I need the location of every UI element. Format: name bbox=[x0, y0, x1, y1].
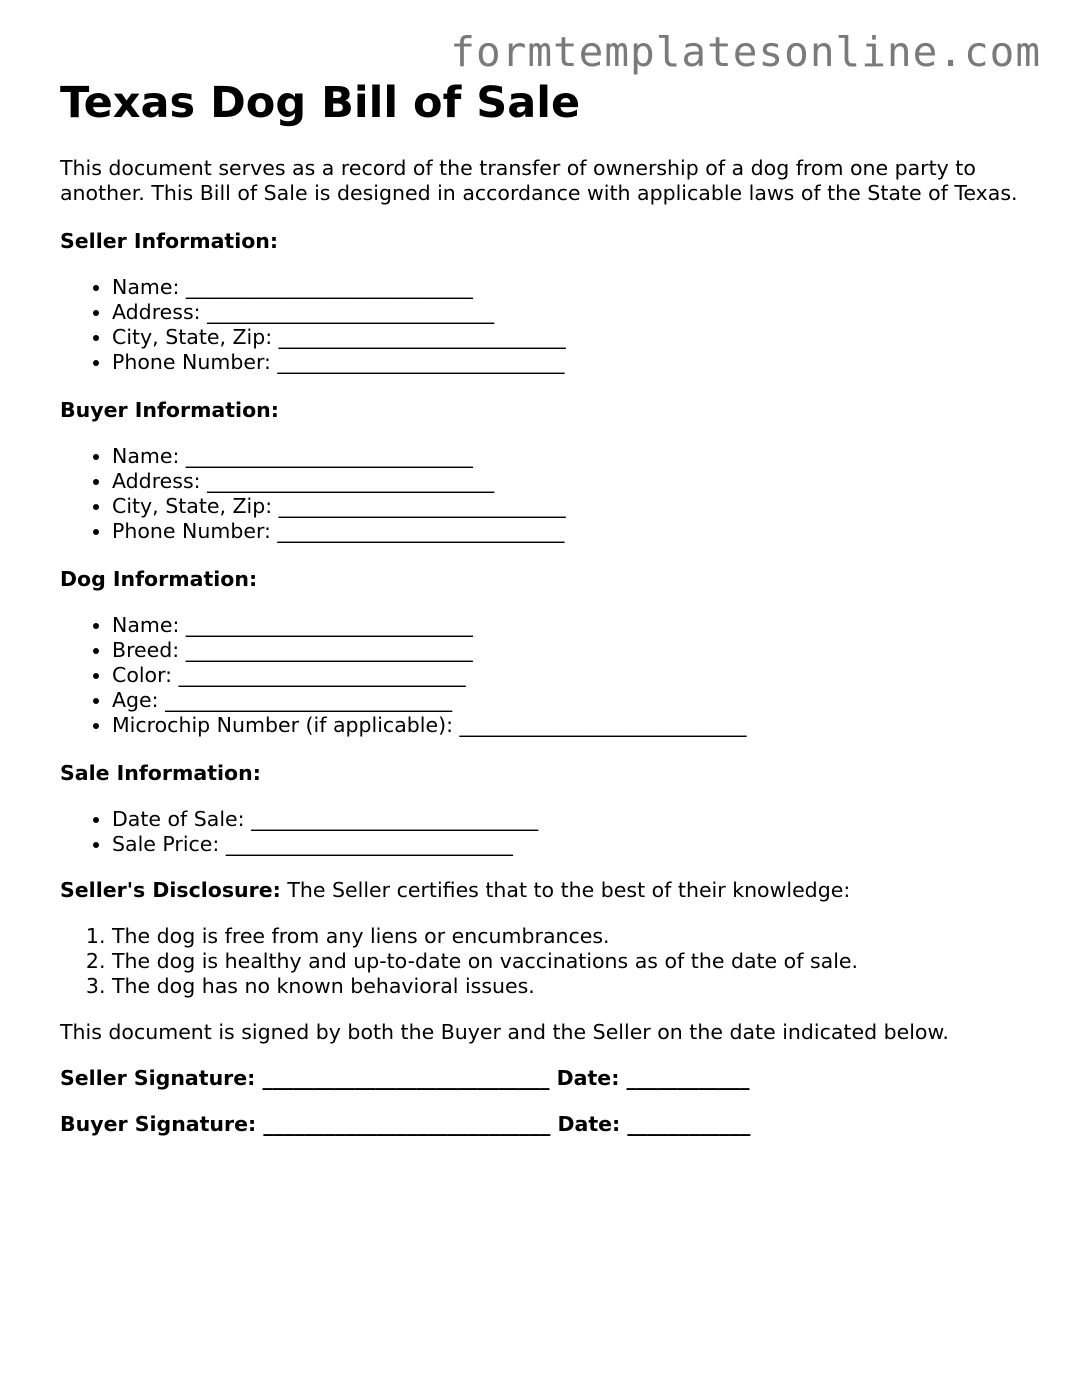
intro-paragraph: This document serves as a record of the transfer of ownership of a dog from one party to another. This Bill of Sale is designed in accordance with applicable laws of the State of Texas. bbox=[60, 156, 1018, 205]
disclosure-paragraph bbox=[60, 878, 1020, 903]
seller-city-field: • City, State, Zip: ____________________________ bbox=[112, 325, 1020, 350]
seller-name-field: • Name: ____________________________ bbox=[112, 275, 1020, 300]
dog-age-field: • Age: ____________________________ bbox=[112, 688, 1020, 713]
disclosure-item: 3. The dog has no known behavioral issues. bbox=[112, 974, 1020, 999]
sale-fields bbox=[60, 807, 1020, 857]
buyer-name-field: • Name: ____________________________ bbox=[112, 444, 1020, 469]
disclosure-item: 1. The dog is free from any liens or encumbrances. bbox=[112, 924, 1020, 949]
dog-microchip-field: • Microchip Number (if applicable): ____________________________ bbox=[112, 713, 1020, 738]
watermark: formtemplatesonline.com bbox=[450, 28, 1041, 76]
sale-price-field: • Sale Price: ____________________________ bbox=[112, 832, 1020, 857]
buyer-phone-field: • Phone Number: ____________________________ bbox=[112, 519, 1020, 544]
seller-heading: Seller Information: bbox=[60, 229, 279, 253]
dog-name-field: • Name: ____________________________ bbox=[112, 613, 1020, 638]
buyer-city-field: • City, State, Zip: ____________________________ bbox=[112, 494, 1020, 519]
buyer-heading: Buyer Information: bbox=[60, 398, 279, 422]
disclosure-list bbox=[60, 924, 1020, 999]
dog-breed-field: • Breed: ____________________________ bbox=[112, 638, 1020, 663]
disclosure-item: 2. The dog is healthy and up-to-date on vaccinations as of the date of sale. bbox=[112, 949, 1020, 974]
dog-fields bbox=[60, 613, 1020, 738]
buyer-address-field: • Address: ____________________________ bbox=[112, 469, 1020, 494]
sale-heading: Sale Information: bbox=[60, 761, 261, 785]
sale-date-field: • Date of Sale: ____________________________ bbox=[112, 807, 1020, 832]
disclosure-label: Seller's Disclosure: bbox=[60, 878, 281, 902]
seller-phone-field: • Phone Number: ____________________________ bbox=[112, 350, 1020, 375]
buyer-signature-line: Buyer Signature: ____________________________ Date: ____________ bbox=[60, 1112, 751, 1136]
page-title: Texas Dog Bill of Sale bbox=[60, 78, 581, 128]
dog-heading: Dog Information: bbox=[60, 567, 258, 591]
document-page bbox=[60, 78, 1020, 1137]
buyer-fields bbox=[60, 444, 1020, 544]
seller-signature-line: Seller Signature: ____________________________ Date: ____________ bbox=[60, 1066, 750, 1090]
seller-address-field: • Address: ____________________________ bbox=[112, 300, 1020, 325]
signing-statement: This document is signed by both the Buyer and the Seller on the date indicated below. bbox=[60, 1020, 949, 1044]
seller-fields bbox=[60, 275, 1020, 375]
dog-color-field: • Color: ____________________________ bbox=[112, 663, 1020, 688]
disclosure-text: The Seller certifies that to the best of their knowledge: bbox=[280, 878, 851, 902]
